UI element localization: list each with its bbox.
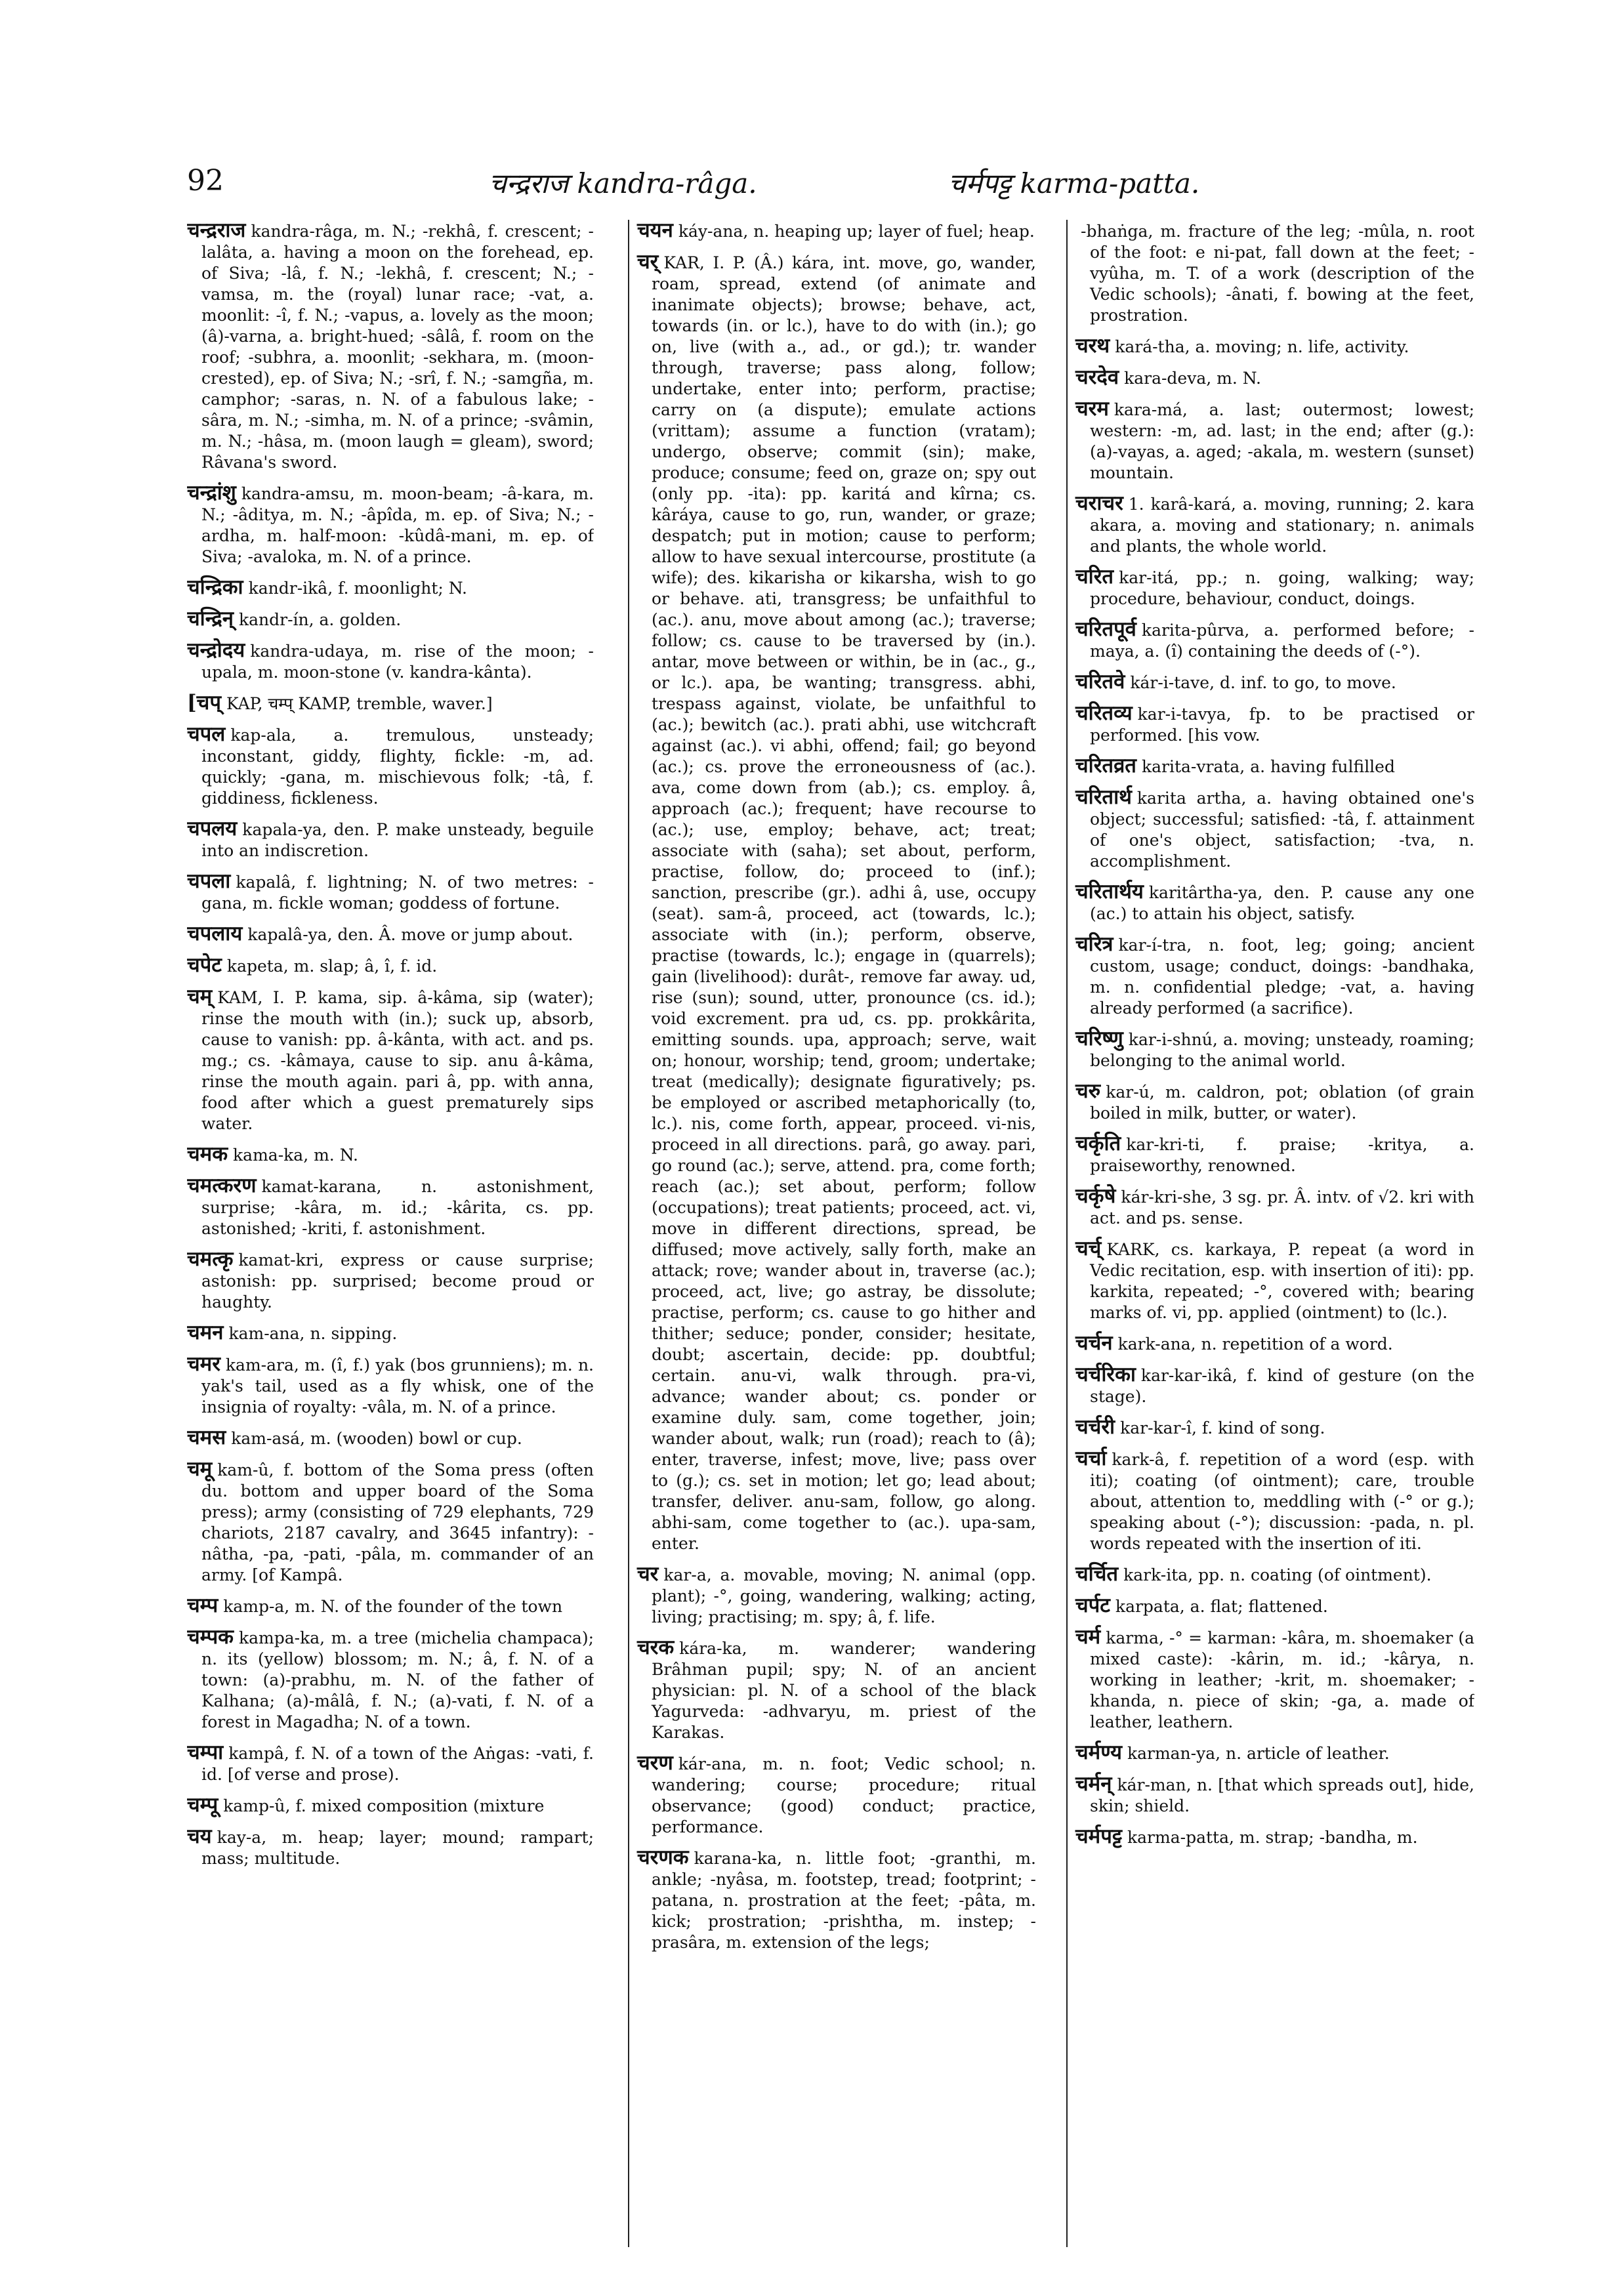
page-number: 92 [187,164,224,197]
entry-definition: karana-ka, n. little foot; -granthi, m. ankle; -nyâsa, m. footstep, tread; footprint; -patana, n. prostration at the feet; -pâta, m. kick; prostration; -prishtha, m. instep; -prasâra, m. extension of the legs; [652,1849,1036,1952]
dictionary-entry [637,1637,1036,1743]
dictionary-entry [187,724,594,809]
entry-definition: kandra-râga, m. N.; -rekhâ, f. crescent; -lalâta, a. having a moon on the forehead, ep. of Siva; -lâ, f. N.; -lekhâ, f. crescent; N.; -vamsa, m. the (royal) lunar race; -vat, a. moonlit: -î, f. N.; -vapus, a. lovely as the moon; (â)-varna, a. bright-hued; -sâlâ, f. room on the roof; -subhra, a. moonlit; -sekhara, m. (moon-crested), ep. of Siva; N.; -srî, f. N.; -samgña, m. camphor; -saras, n. N. of a fabulous lake; -sâra, m. N.; -simha, m. N. of a prince; -svâmin, m. N.; -hâsa, m. (moon laugh = gleam), sword; Râvana's sword. [201,222,594,472]
entry-headword: चयन [637,220,673,242]
entry-definition: kapalâ, f. lightning; N. of two metres: -gana, m. fickle woman; goddess of fortune. [201,873,594,913]
entry-headword: चन्द्रराज [187,220,246,242]
dictionary-entry [1075,1186,1474,1229]
entry-headword: चम् [187,985,213,1008]
entry-headword: चरिष्णु [1075,1027,1123,1050]
dictionary-entry [187,1322,594,1344]
dictionary-entry [187,482,594,568]
entry-headword: चरथ [1075,334,1110,358]
dictionary-entry [1075,1238,1474,1323]
entry-headword: चन्द्रिन् [187,607,234,631]
dictionary-entry [187,692,594,714]
dictionary-entry [1075,1626,1474,1733]
entry-headword: चरितार्थ [1075,785,1132,809]
entry-definition: kára-ka, m. wanderer; wandering Brâhman pupil; spy; N. of an ancient physician: pl. N. of a school of the black Yagurveda: -adhvaryu, m. priest of the Karakas. [652,1639,1036,1742]
entry-definition: karma, -° = karman: -kâra, m. shoemaker (a mixed caste): -kârin, m. id.; -kârya, n. working in leather; -krit, m. shoemaker; -khanda, n. piece of skin; -ga, a. made of leather, leathern. [1090,1628,1474,1731]
entry-headword: चपेट [187,953,222,977]
dictionary-entry [1075,1364,1474,1407]
dictionary-entry [1075,934,1474,1019]
column-3 [1066,220,1474,2247]
entry-headword: चमन [187,1321,224,1344]
entry-definition: 1. karâ-kará, a. moving, running; 2. kara akara, a. moving and stationary; n. animals and plants, the whole world. [1090,495,1474,556]
entry-headword: चमक [187,1142,228,1166]
entry-definition: karita-vrata, a. having fulfilled [1141,757,1395,776]
entry-headword: चमू [187,1457,213,1481]
entry-headword: चमत्करण [187,1174,257,1197]
entry-definition: káy-ana, n. heaping up; layer of fuel; heap. [678,222,1035,241]
entry-headword: चन्द्रोदय [187,638,245,662]
right-running-headword: चर्मपट्ट karma-patta. [948,167,1200,199]
dictionary-entry [187,955,594,977]
column-1 [187,220,594,2247]
entry-definition: kar-kar-ikâ, f. kind of gesture (on the stage). [1090,1366,1474,1406]
entry-definition: karman-ya, n. article of leather. [1127,1744,1390,1763]
entry-headword: चर्मपट्ट [1075,1825,1122,1848]
entry-definition: karitârtha-ya, den. P. cause any one (ac.) to attain his object, satisfy. [1090,883,1474,923]
entry-headword: चर्चरिका [1075,1363,1136,1386]
entry-definition: KARK, cs. karkaya, P. repeat (a word in Vedic recitation, esp. with insertion of iti): pp. karkita, repeated; -°, covered with; bearing marks of. vi, pp. applied (ointment) to (lc.). [1090,1240,1474,1322]
entry-definition: kamat-kri, express or cause surprise; astonish: pp. surprised; become proud or haughty. [201,1251,594,1312]
entry-headword: चन्द्रांशु [187,481,236,505]
dictionary-entry [187,1249,594,1313]
entry-headword: चर्मन् [1075,1772,1112,1796]
dictionary-columns [187,220,1473,2247]
entry-definition: kam-ana, n. sipping. [228,1324,398,1343]
entry-headword: चरितवे [1075,670,1125,693]
dictionary-entry [1075,1448,1474,1554]
entry-definition: karita-pûrva, a. performed before; -maya, a. (î) containing the deeds of (-°). [1090,621,1474,661]
dictionary-entry [1075,367,1474,389]
entry-headword: चम्प [187,1594,219,1617]
column-2 [628,220,1036,2247]
entry-headword: चरित्र [1075,932,1114,956]
dictionary-entry [187,1354,594,1418]
entry-definition: KAM, I. P. kama, sip. â-kâma, sip (water); rinse the mouth with (in.); suck up, absorb, cause to vanish: pp. â-kânta, with act. and ps. mg.; cs. -kâmaya, cause to sip. anu â-kâma, rinse the mouth again. pari â, pp. with anna, food after which a guest prematurely sips water. [201,988,594,1133]
dictionary-entry [187,1626,594,1733]
entry-definition: kam-ara, m. (î, f.) yak (bos grunniens); m. n. yak's tail, used as a fly whisk, one of the insignia of royalty: -vâla, m. N. of a prince. [201,1355,594,1416]
dictionary-entry [637,251,1036,1554]
entry-headword: चपलय [187,817,238,840]
dictionary-entry [1075,619,1474,662]
dictionary-entry [637,1752,1036,1838]
dictionary-entry [1075,1773,1474,1817]
dictionary-entry [1075,1742,1474,1764]
entry-definition: kar-a, a. movable, moving; N. animal (opp. plant); -°, going, wandering, walking; acting, living; practising; m. spy; â, f. life. [652,1565,1036,1626]
dictionary-entry [1075,881,1474,924]
entry-headword: चर्कृषे [1075,1184,1116,1208]
dictionary-entry [637,1847,1036,1953]
entry-headword: चम्पा [187,1741,224,1764]
entry-definition: kama-ka, m. N. [233,1146,358,1165]
entry-definition: kara-má, a. last; outermost; lowest; western: -m, ad. last; in the end; after (g.): (a)-vayas, a. aged; -akala, m. western (sunset) mountain. [1090,400,1474,482]
dictionary-entry [1075,493,1474,557]
entry-headword: चरण [637,1751,673,1775]
entry-headword: चर्पट [1075,1594,1110,1617]
entry-definition: kar-kri-ti, f. praise; -kritya, a. praiseworthy, renowned. [1090,1135,1474,1175]
entry-headword: चराचर [1075,491,1123,515]
entry-definition: kár-ana, m. n. foot; Vedic school; n. wandering; course; procedure; ritual observance; (good) conduct; practice, performance. [652,1754,1036,1836]
entry-definition: kar-i-tavya, fp. to be practised or performed. [his vow. [1090,705,1474,745]
entry-definition: kará-tha, a. moving; n. life, activity. [1115,337,1409,356]
entry-definition: kandr-ín, a. golden. [238,610,402,629]
entry-definition: kap-ala, a. tremulous, unsteady; inconstant, giddy, flighty, fickle: -m, ad. quickly; -gana, m. mischievous folk; -tâ, f. giddiness, fickleness. [201,726,594,808]
entry-definition: kark-â, f. repetition of a word (esp. with iti); coating (of ointment); care, trouble about, attention to, meddling with (-° or g.); speaking about (-°); discussion: -pada, n. pl. words repeated with the insertion of iti. [1090,1450,1474,1553]
dictionary-entry [1075,1595,1474,1617]
entry-headword: चरितार्थय [1075,880,1144,903]
dictionary-entry [1075,755,1474,777]
entry-definition: kar-ú, m. caldron, pot; oblation (of grain boiled in milk, butter, or water). [1090,1083,1474,1123]
entry-headword: चम्पू [187,1793,219,1817]
entry-headword: चर्चन [1075,1331,1113,1355]
entry-definition: kampa-ka, m. a tree (michelia champaca); n. its (yellow) blossom; m. N.; â, f. N. of a town: (a)-prabhu, m. N. of the father of Kalhana; (a)-mâlâ, f. N.; (a)-vati, f. N. of a forest in Magadha; N. of a town. [201,1628,594,1731]
left-running-headword: चन्द्रराज kandra-râga. [489,167,757,199]
entry-definition: kamp-û, f. mixed composition (mixture [223,1796,545,1815]
entry-definition: kark-ita, pp. n. coating (of ointment). [1123,1565,1432,1584]
entry-headword: चन्द्रिका [187,575,243,599]
entry-headword: चरणक [637,1846,689,1869]
dictionary-entry [187,986,594,1134]
dictionary-entry [1075,1081,1474,1124]
entry-headword: चर्च् [1075,1237,1102,1260]
page-header [187,164,1473,210]
dictionary-entry [187,1427,594,1449]
dictionary-entry [1075,1333,1474,1355]
dictionary-entry [1075,398,1474,484]
entry-headword: [चप् [187,691,221,714]
entry-headword: चमर [187,1352,220,1376]
entry-headword: चरितव्रत [1075,754,1136,777]
entry-headword: चर्चरी [1075,1415,1115,1439]
dictionary-entry [187,1826,594,1869]
entry-definition: kandra-amsu, m. moon-beam; -â-kara, m. N.; -âditya, m. N.; -âpîda, m. ep. of Siva; N.; -ardha, m. half-moon: -kûdâ-mani, m. ep. of Siva; -avaloka, m. N. of a prince. [201,484,594,566]
entry-headword: चरम [1075,397,1109,421]
dictionary-entry [1075,1133,1474,1176]
entry-definition: kamat-karana, n. astonishment, surprise; -kâra, m. id.; -kârita, cs. pp. astonished; -kriti, f. astonishment. [201,1177,594,1238]
dictionary-entry [187,923,594,945]
dictionary-entry [1075,335,1474,358]
dictionary-entry [1075,787,1474,872]
entry-definition: KAR, I. P. (Â.) kára, int. move, go, wander, roam, spread, extend (of animate and inanimate objects); browse; behave, act, towards (in. or lc.), have to do with (in.); go on, live (with a., ad., or gd.); tr. wander through, traverse; pass along, follow; undertake, enter into; perform, practise; carry on (a dispute); emulate actions (vrittam); assume a function (vratam); undergo, observe; commit (sin); make, produce; consume; feed on, graze on; spy out (only pp. -ita): pp. karitá and kîrna; cs. kâráya, cause to go, run, wander, or graze; despatch; put in motion; cause to perform; allow to have sexual intercourse, prostitute (a wife); des. kikarisha or kikarsha, wish to go or behave. ati, transgress; be unfaithful to (ac.). anu, move about among (ac.); traverse; follow; cs. cause to be traversed by (in.). antar, move between or within, be in (ac., g., or lc.). apa, be wanting; transgress. abhi, trespass against, violate, be unfaithful to (ac.); bewitch (ac.). prati abhi, use witchcraft against (ac.). vi abhi, offend; fail; go beyond (ac.); cs. prove the erroneousness of (ac.). ava, come down from (ab.); cs. employ. â, approach (ac.); frequent; have recourse to (ac.); use, employ; behave, act; treat; associate with (saha); set about, perform, practise, follow, do; proceed to (inf.); sanction, prescribe (gr.). adhi â, use, occupy (seat). sam-â, proceed, act (towards, lc.); associate with (in.); perform, observe, practise (towards, lc.); engage in (quarrels); gain (livelihood): durât-, remove far away. ud, rise (sun); sound, utter, pronounce (cs. id.); void excrement. pra ud, cs. pp. prokkârita, emitting sounds. upa, approach; serve, wait on; honour, worship; tend, groom; undertake; treat (medically); designate figuratively; ps. be employed or ascribed metaphorically (to, lc.). nis, come forth, appear, proceed. vi-nis, proceed in all directions. parâ, go away. pari, go round (ac.); serve, attend. pra, come forth; reach (ac.); set about, perform; follow (occupations); treat patients; proceed, act. vi, move in different directions, spread, be diffused; move actively, sally forth, make an attack; rove; wander about in, traverse (ac.); proceed, act, live; go astray, be dissolute; practise, perform; cs. cause to go hither and thither; seduce; ponder, consider; hesitate, doubt; ascertain, decide: pp. doubtful; certain. anu-vi, walk through. pra-vi, advance; wander about; cs. ponder or examine duly. sam, come together, join; wander about, walk; run (road); reach to (â); enter, traverse, infest; move, live; pass over to (g.); cs. set in motion; let go; lead about; transfer, deliver. anu-sam, follow, go along. abhi-sam, come together to (ac.). upa-sam, enter. [652,253,1036,1553]
dictionary-entry [1075,671,1474,693]
entry-headword: चमत्कृ [187,1247,234,1271]
entry-definition: kar-i-shnú, a. moving; unsteady, roaming; belonging to the animal world. [1090,1030,1474,1070]
entry-headword: चरक [637,1636,675,1659]
entry-definition: KAP, चम्प् KAMP, tremble, waver.] [226,694,493,713]
dictionary-entry [1075,1563,1474,1586]
dictionary-entry [187,220,594,473]
entry-headword: चरदेव [1075,365,1119,389]
dictionary-entry [1075,1826,1474,1848]
dictionary-entry [637,1563,1036,1628]
entry-definition: -bhaṅga, m. fracture of the leg; -mûla, n. root of the foot: e ni-pat, fall down at the feet; -vyûha, m. T. of a work (description of the Vedic schools); -ânati, f. bowing at the feet, prostration. [1081,222,1474,325]
dictionary-entry [187,1742,594,1785]
dictionary-entry [637,220,1036,242]
entry-definition: kara-deva, m. N. [1124,369,1261,388]
dictionary-entry [1075,703,1474,746]
entry-headword: चर्कृति [1075,1132,1121,1155]
entry-definition: kar-itá, pp.; n. going, walking; way; procedure, behaviour, conduct, doings. [1090,568,1474,608]
entry-headword: चर्चा [1075,1447,1107,1470]
entry-headword: चर्मण्य [1075,1741,1122,1764]
dictionary-entry [187,1794,594,1817]
dictionary-entry [187,1595,594,1617]
dictionary-entry [1075,1416,1474,1439]
dictionary-entry [187,1144,594,1166]
entry-headword: चमस [187,1426,226,1449]
entry-definition: kampâ, f. N. of a town of the Aṅgas: -vati, f. id. [of verse and prose). [201,1744,594,1784]
dictionary-entry [187,1458,594,1586]
entry-definition: karma-patta, m. strap; -bandha, m. [1127,1828,1418,1847]
entry-definition: kandr-ikâ, f. moonlight; N. [248,579,467,598]
dictionary-entry [187,818,594,861]
entry-definition: kapalâ-ya, den. Â. move or jump about. [247,925,573,944]
entry-headword: चपल [187,722,226,746]
dictionary-entry [187,1175,594,1239]
entry-definition: kam-asá, m. (wooden) bowl or cup. [231,1429,522,1448]
dictionary-entry [187,608,594,631]
entry-headword: चरित [1075,565,1114,589]
entry-headword: चरितव्य [1075,701,1133,725]
entry-definition: karpata, a. flat; flattened. [1115,1597,1328,1616]
entry-headword: चपला [187,869,231,893]
entry-definition: kár-kri-she, 3 sg. pr. Â. intv. of √2. kri with act. and ps. sense. [1090,1188,1474,1228]
entry-definition: kay-a, m. heap; layer; mound; rampart; mass; multitude. [201,1828,594,1868]
entry-definition: kar-í-tra, n. foot, leg; going; ancient custom, usage; conduct, doings: -bandhaka, m. n. confidential pledge; -vat, a. having already performed (a sacrifice). [1090,936,1474,1018]
entry-definition: kapeta, m. slap; â, î, f. id. [226,957,438,976]
entry-definition: kam-û, f. bottom of the Soma press (often du. bottom and upper board of the Soma press); army (consisting of 729 elephants, 729 chariots, 2187 cavalry, and 3645 infantry): -nâtha, -pa, -pati, -pâla, m. commander of an army. [of Kampâ. [201,1460,594,1584]
entry-definition: kandra-udaya, m. rise of the moon; -upala, m. moon-stone (v. kandra-kânta). [201,642,594,682]
entry-headword: चरु [1075,1079,1101,1103]
entry-headword: चर्म [1075,1625,1101,1649]
dictionary-entry [187,640,594,683]
dictionary-entry [1075,566,1474,610]
entry-headword: चय [187,1825,212,1848]
entry-headword: चर् [637,250,659,274]
entry-definition: kapala-ya, den. P. make unsteady, beguile into an indiscretion. [201,820,594,860]
dictionary-entry [187,577,594,599]
entry-definition: karita artha, a. having obtained one's object; successful; satisfied: -tâ, f. attainment of one's object, satisfaction; -tva, n. accomplishment. [1090,789,1474,871]
entry-headword: चपलाय [187,922,243,945]
entry-headword: चर्चित [1075,1562,1119,1586]
entry-headword: चरितपूर्व [1075,617,1136,641]
entry-definition: kár-man, n. [that which spreads out], hide, skin; shield. [1090,1775,1474,1815]
dictionary-entry [1075,1028,1474,1071]
entry-headword: चर [637,1562,659,1586]
dictionary-entry [1075,220,1474,326]
entry-definition: kark-ana, n. repetition of a word. [1117,1334,1393,1354]
dictionary-entry [187,871,594,914]
entry-definition: kar-kar-î, f. kind of song. [1120,1418,1325,1437]
entry-definition: kár-i-tave, d. inf. to go, to move. [1130,673,1396,692]
entry-definition: kamp-a, m. N. of the founder of the town [223,1597,563,1616]
entry-headword: चम्पक [187,1625,234,1649]
